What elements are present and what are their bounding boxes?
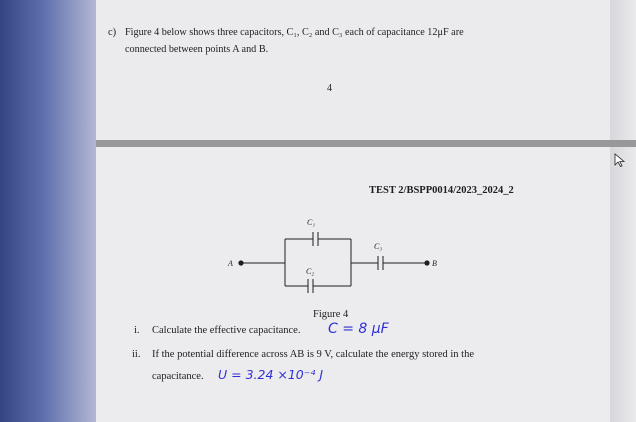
item-2-text: If the potential difference across AB is 9 V, calculate the energy stored in the [152, 349, 474, 360]
label-a: A [228, 259, 233, 268]
label-c3: C₃ [374, 242, 383, 251]
figure-caption: Figure 4 [313, 309, 349, 320]
item-2-handwritten-answer: U = 3.24 ×10⁻⁴ J [218, 367, 324, 382]
item-2-text-continued: capacitance. [152, 371, 204, 382]
question-part-label: c) [108, 27, 117, 38]
question-line-2: connected between points A and B. [125, 44, 269, 55]
page-separator [96, 140, 636, 147]
terminal-a-dot [238, 260, 243, 265]
mouse-cursor-icon [614, 153, 626, 167]
test-code-header: TEST 2/BSPP0014/2023_2024_2 [369, 185, 514, 196]
page-number: 4 [327, 83, 332, 94]
screen-blue-edge [0, 0, 96, 422]
item-1-text: Calculate the effective capacitance. [152, 325, 301, 336]
item-2-number: ii. [132, 349, 141, 360]
capacitor-circuit-diagram [220, 212, 450, 304]
screen-right-edge [610, 0, 636, 422]
terminal-b-dot [424, 260, 429, 265]
item-1-handwritten-answer: C = 8 μF [328, 321, 389, 337]
item-1-number: i. [134, 325, 140, 336]
page-top [96, 0, 610, 140]
label-b: B [432, 259, 437, 268]
label-c2: C₂ [306, 267, 315, 276]
question-line-1: Figure 4 below shows three capacitors, C₁, C₂ and C₃ each of capacitance 12μF are [125, 27, 464, 38]
label-c1: C₁ [307, 218, 316, 227]
